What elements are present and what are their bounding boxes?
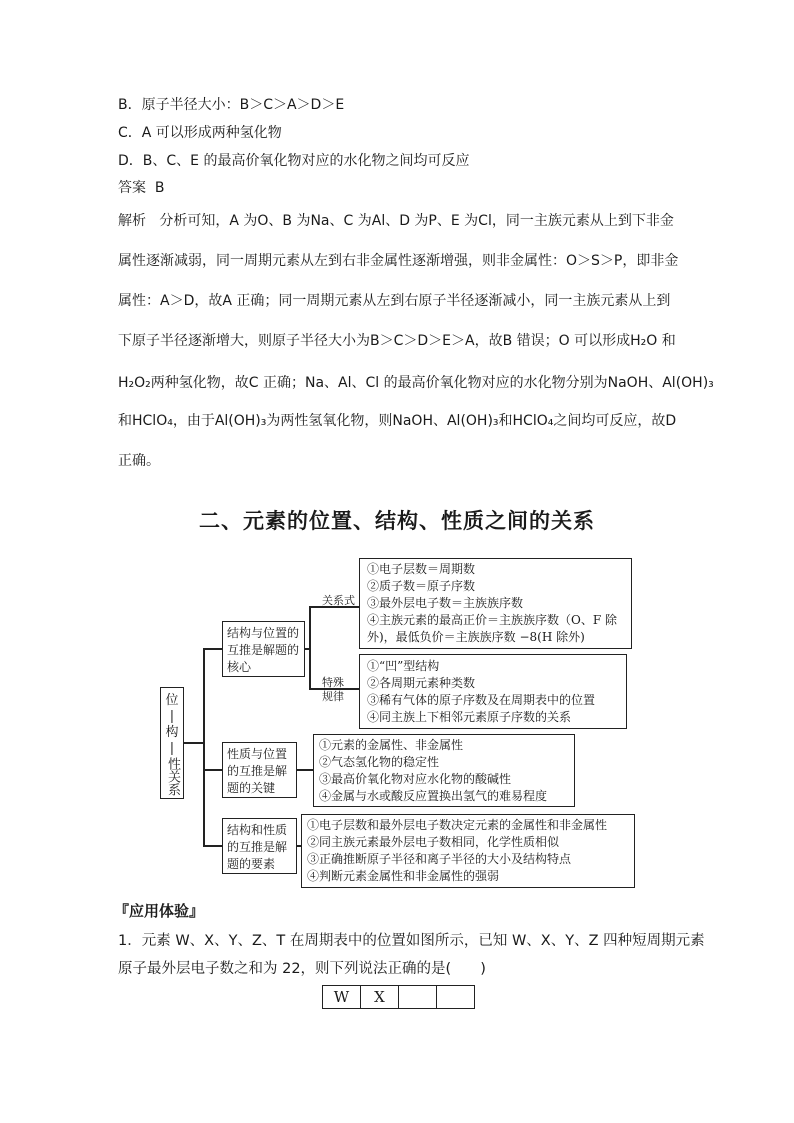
answer-label: 答案 [118,180,146,196]
structure-property-box: ①电子层数和最外层电子数决定元素的金属性和非金属性 ②同主族元素最外层电子数相同，化学性质相似 ③正确推断原子半径和离子半径的大小及结构特点 ④判断元素金属性和非金属性的强弱 [301,814,635,888]
grid-cell: X [361,986,399,1009]
grid-cell [437,986,475,1009]
branch-structure-property: 结构和性质的互推是解题的要素 [222,818,297,874]
connector [184,742,204,744]
practice-heading: 『应用体验』 [114,902,205,920]
question-line-1: 1．元素 W、X、Y、Z、T 在周期表中的位置如图所示，已知 W、X、Y、Z 四种短周期元素 [118,933,705,949]
connector [309,606,311,689]
option-b: B．原子半径大小：B＞C＞A＞D＞E [118,97,345,113]
connector [297,769,314,771]
analysis-line-7: 正确。 [118,453,160,469]
analysis-line-2: 属性逐渐减弱，同一周期元素从左到右非金属性逐渐增强，则非金属性：O＞S＞P，即非金 [118,253,679,269]
analysis-line-6: 和HClO₄，由于Al(OH)₃为两性氢氧化物，则NaOH、Al(OH)₃和HClO₄之间均可反应，故D [118,413,677,429]
grid-cell [399,986,437,1009]
diagram-root: 位 | 构 | 性关系 [160,687,184,799]
analysis-line-3: 属性：A＞D，故A 正确；同一周期元素从左到右原子半径逐渐减小，同一主族元素从上到 [118,293,671,309]
property-box: ①元素的金属性、非金属性 ②气态氢化物的稳定性 ③最高价氧化物对应水化物的酸碱性 ④金属与水或酸反应置换出氢气的难易程度 [313,734,575,807]
grid-cell: W [323,986,361,1009]
analysis-line-1: 解析 分析可知，A 为O、B 为Na、C 为Al、D 为P、E 为Cl，同一主族元素从上到下非金 [118,213,674,229]
formula-box: ①电子层数＝周期数 ②质子数＝原子序数 ③最外层电子数＝主族族序数 ④主族元素的最高正价＝主族族序数（O、F 除 外)，最低负价＝主族族序数 −8(H 除外) [359,558,632,649]
analysis-line-4: 下原子半径逐渐增大，则原子半径大小为B＞C＞D＞E＞A，故B 错误；O 可以形成H₂O 和 [118,333,676,349]
connector [203,648,205,846]
analysis-line-5: H₂O₂两种氢化物，故C 正确；Na、Al、Cl 的最高价氧化物对应的水化物分别为NaOH、Al(OH)₃ [118,375,714,391]
section-title: 二、元素的位置、结构、性质之间的关系 [199,508,595,533]
answer-row [118,178,165,198]
connector [203,769,222,771]
analysis-label: 解析 [118,213,146,229]
branch-structure-position: 结构与位置的互推是解题的核心 [222,621,305,677]
option-c: C．A 可以形成两种氢化物 [118,125,282,141]
sub-label-formula: 关系式 [322,594,355,607]
answer-value: B [154,180,165,196]
connector [203,648,222,650]
connector [203,845,222,847]
special-rules-box: ①“凹”型结构 ②各周期元素种类数 ③稀有气体的原子序数及在周期表中的位置 ④同主族上下相邻元素原子序数的关系 [359,654,627,729]
sub-label-special-1: 特殊 [322,676,344,689]
periodic-table-fragment [322,985,475,1009]
branch-property-position: 性质与位置的互推是解题的关键 [222,742,297,798]
question-line-2: 原子最外层电子数之和为 22，则下列说法正确的是( ) [118,961,486,977]
option-d: D．B、C、E 的最高价氧化物对应的水化物之间均可反应 [118,153,470,169]
sub-label-special-2: 规律 [322,690,344,703]
